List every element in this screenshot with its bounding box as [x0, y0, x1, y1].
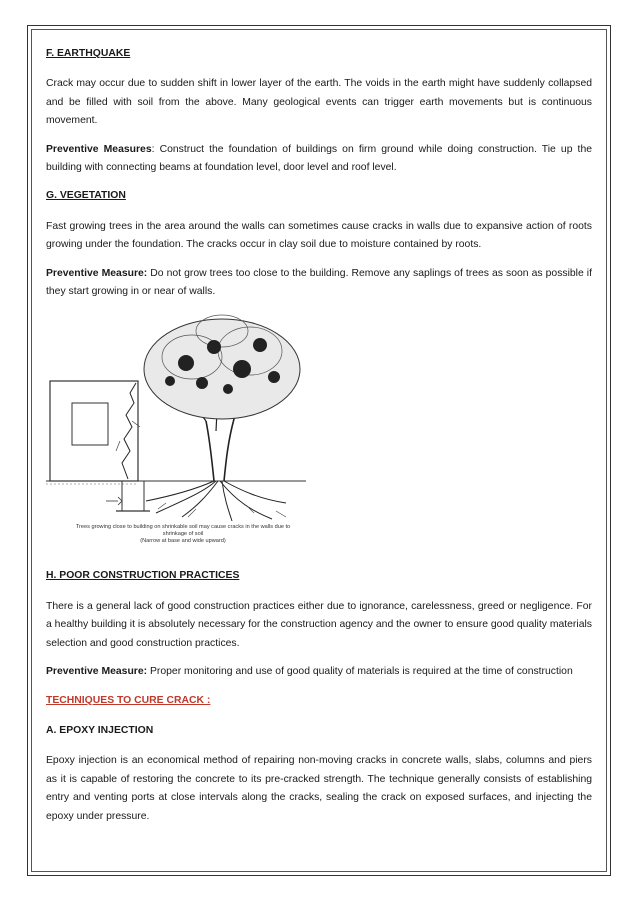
heading-techniques: TECHNIQUES TO CURE CRACK :: [46, 694, 211, 706]
paragraph-earthquake: Crack may occur due to sudden shift in lower layer of the earth. The voids in the earth might have suddenly collapsed and be filled with soil from the above. Many geological events can trigger earth movements but is continuous movement.: [46, 78, 592, 127]
document-body: [46, 45, 592, 836]
measure-label: Preventive Measure:: [46, 666, 148, 678]
paragraph-vegetation: Fast growing trees in the area around the walls can sometimes cause cracks in walls due to expansive action of roots growing under the foundation. The cracks occur in clay soil due to moisture contained by roots.: [46, 220, 592, 251]
tree-illustration: [46, 311, 306, 526]
caption-line-1: Trees growing close to building on shrinkable soil may cause cracks in the walls due to: [75, 524, 291, 531]
heading-poor-construction: H. POOR CONSTRUCTION PRACTICES: [46, 570, 240, 582]
paragraph-construction: There is a general lack of good construction practices either due to ignorance, carelessness, greed or negligence. For a healthy building it is absolutely necessary for the construction agency and the owner to ensure good quality materials selection and good construction practices.: [46, 600, 592, 649]
tree-wall-figure: [46, 311, 306, 551]
measure-text: Do not grow trees too close to the building. Remove any saplings of trees as soon as possible if they start growing in or near of walls.: [46, 267, 592, 298]
measure-label: Preventive Measures: [46, 143, 152, 155]
measure-vegetation: [46, 265, 592, 302]
caption-line-3: (Narrow at base and wide upward): [140, 538, 226, 545]
measure-label: Preventive Measure:: [46, 267, 148, 279]
heading-epoxy: A. EPOXY INJECTION: [46, 724, 154, 736]
paragraph-epoxy: Epoxy injection is an economical method of repairing non-moving cracks in concrete walls, slabs, columns and piers as it is capable of restoring the concrete to its pre-cracked strength. The technique generally consists of establishing entry and venting ports at close intervals along the cracks, sealing the crack on exposed surfaces, and injecting the epoxy under pressure.: [46, 755, 592, 822]
measure-text: : Construct the foundation of buildings on firm ground while doing construction. Tie up the building with connecting beams at foundation level, door level and roof level.: [46, 143, 593, 174]
measure-construction: [46, 663, 592, 681]
measure-text: Proper monitoring and use of good quality of materials is required at the time of construction: [147, 666, 573, 678]
measure-earthquake: [46, 141, 592, 178]
heading-vegetation: G. VEGETATION: [46, 190, 126, 202]
caption-line-2: shrinkage of soil: [162, 531, 204, 538]
figure-caption: [48, 524, 318, 544]
heading-earthquake: F. EARTHQUAKE: [46, 48, 131, 59]
